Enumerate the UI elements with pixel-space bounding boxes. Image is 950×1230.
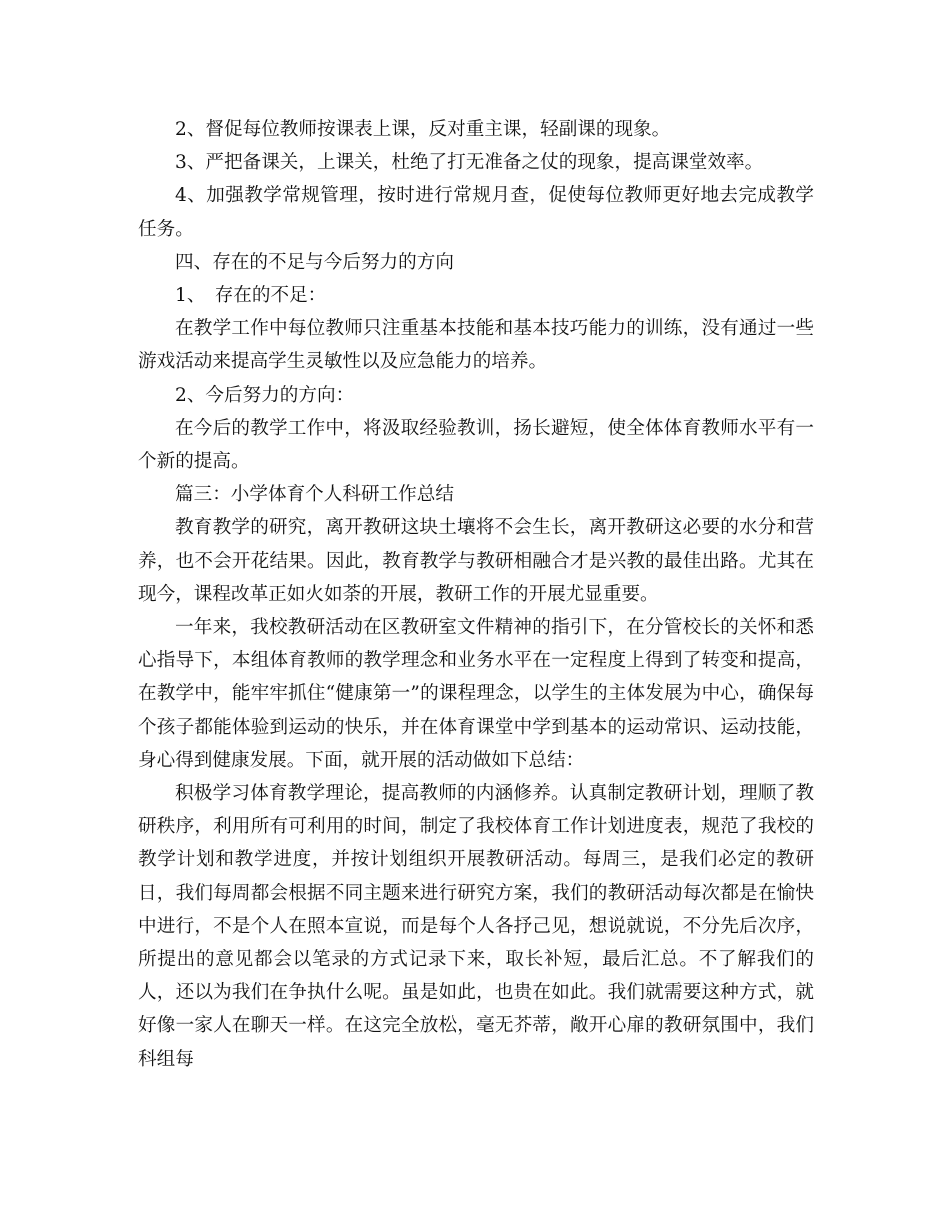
subheading-shortcomings: 1、 存在的不足： <box>175 285 327 307</box>
paragraph-teaching-theory: 积极学习体育教学理论，提高教师的内涵修养。认真制定教研计划，理顺了教研秩序，利用所有可利用的时间，制定了我校体育工作计划进度表，规范了我校的教学计划和教学进度，并按计划组织开展教研活动。每周三，是我们必定的教研日，我们每周都会根据不同主题来进行研究方案，我们的教研活动每次都是在愉快中进行，不是个人在照本宣说，而是每个人各抒己见，想说就说，不分先后次序，所提出的意见都会以笔录的方式记录下来，取长补短，最后汇总。不了解我们的人，还以为我们在争执什么呢。虽是如此，也贵在如此。我们就需要这种方式，就好像一家人在聊天一样。在这完全放松，毫无芥蒂，敞开心扉的教研氛围中，我们科组每 <box>138 783 814 1070</box>
paragraph-lesson-prep: 3、严把备课关，上课关，杜绝了打无准备之仗的现象，提高课堂效率。 <box>175 152 764 174</box>
paragraph-year-review: 一年来，我校教研活动在区教研室文件精神的指引下，在分管校长的关怀和悉心指导下，本组体育教师的教学理念和业务水平在一定程度上得到了转变和提高，在教学中，能牢牢抓住“健康第一”的课程理念，以学生的主体发展为中心，确保每个孩子都能体验到运动的快乐，并在体育课堂中学到基本的运动常识、运动技能，身心得到健康发展。下面，就开展的活动做如下总结： <box>138 617 814 771</box>
paragraph-routine-management: 4、加强教学常规管理，按时进行常规月查，促使每位教师更好地去完成教学任务。 <box>138 185 814 240</box>
paragraph-shortcomings: 在教学工作中每位教师只注重基本技能和基本技巧能力的训练，没有通过一些游戏活动来提高学生灵敏性以及应急能力的培养。 <box>138 318 814 373</box>
section-heading-shortcomings: 四、存在的不足与今后努力的方向 <box>175 251 454 273</box>
subheading-future-direction: 2、今后努力的方向： <box>175 384 355 406</box>
paragraph-future-direction: 在今后的教学工作中，将汲取经验教训，扬长避短，使全体体育教师水平有一个新的提高。 <box>138 417 814 473</box>
article-title-part-three: 篇三：小学体育个人科研工作总结 <box>175 484 454 506</box>
paragraph-course-schedule: 2、督促每位教师按课表上课，反对重主课，轻副课的现象。 <box>175 119 671 140</box>
paragraph-research-intro: 教育教学的研究，离开教研这块土壤将不会生长，离开教研这必要的水分和营养，也不会开花结果。因此，教育教学与教研相融合才是兴教的最佳出路。尤其在现今，课程改革正如火如荼的开展，教研工作的开展尤显重要。 <box>138 517 814 605</box>
